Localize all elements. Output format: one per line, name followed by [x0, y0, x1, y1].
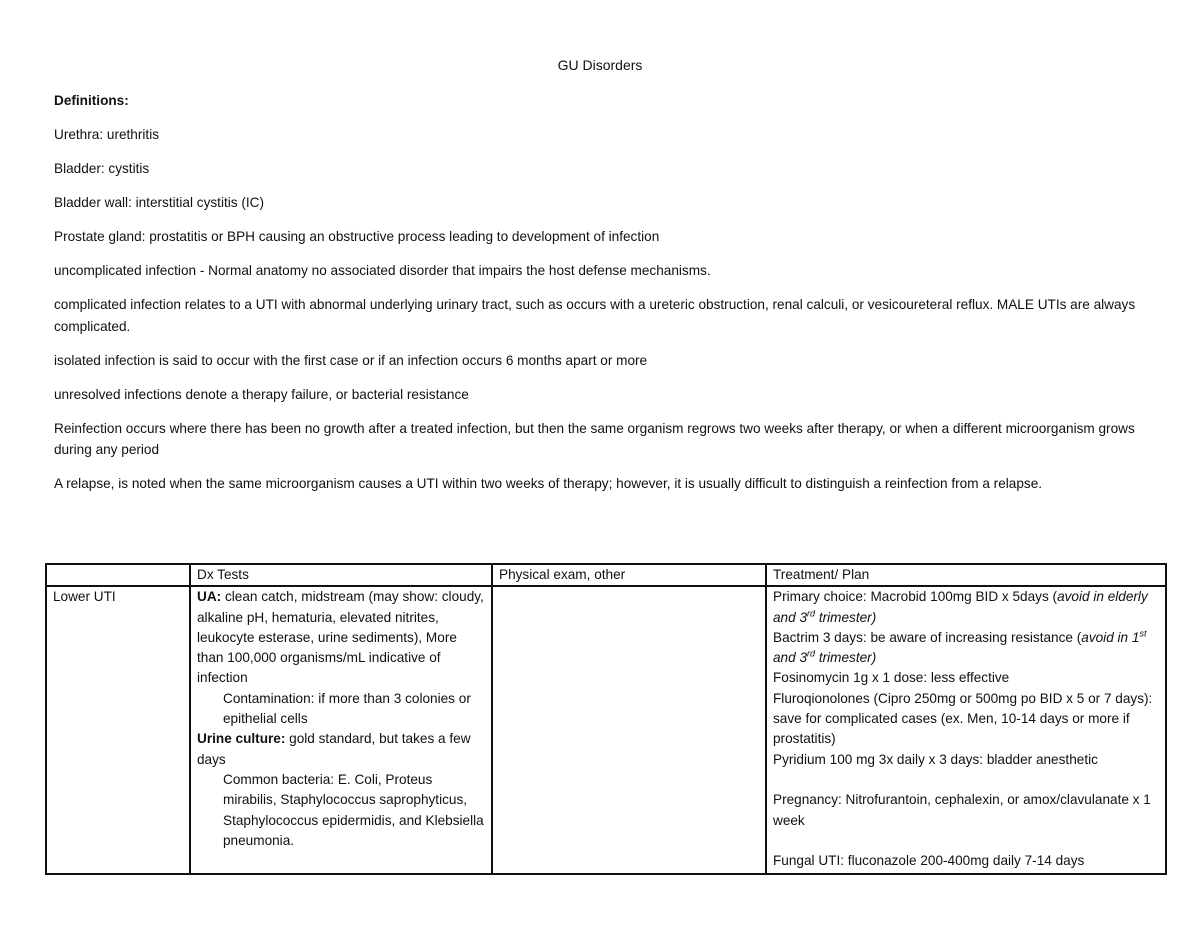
definition-bladder-wall: Bladder wall: interstitial cystitis (IC) [54, 195, 264, 210]
treatment-cell [766, 586, 1166, 874]
definition-isolated: isolated infection is said to occur with the first case or if an infection occurs 6 months apart or more [54, 352, 648, 368]
document-title: GU Disorders [557, 57, 643, 73]
condition-cell: Lower UTI [46, 586, 190, 874]
header-cell-physical-exam: Physical exam, other [492, 564, 766, 586]
definition-urethra: Urethra: urethritis [54, 127, 160, 142]
definition-reinfection: Reinfection occurs where there has been no growth after a treated infection, but then the same organism regrows two weeks after therapy, or when a different microorganism grows during any period [54, 420, 1135, 457]
definition-unresolved: unresolved infections denote a therapy failure, or bacterial resistance [54, 386, 469, 402]
spacer [773, 831, 1159, 851]
header-cell-condition [46, 564, 190, 586]
bactrim-sup-1: st [1139, 628, 1147, 639]
gu-table [45, 563, 1167, 875]
definition-uncomplicated: uncomplicated infection - Normal anatomy no associated disorder that impairs the host defense mechanisms. [54, 263, 711, 278]
treatment-fluoroquinolones: Fluroqionolones (Cipro 250mg or 500mg po BID x 5 or 7 days): save for complicated cases (ex. Men, 10-14 days or more if prostatitis) [773, 690, 1153, 747]
definitions-section [54, 90, 1144, 507]
primary-text: Primary choice: Macrobid 100mg BID x 5days ( [773, 589, 1058, 605]
bactrim-italic-end: trimester) [815, 650, 877, 666]
bactrim-italic-mid: and 3 [773, 650, 808, 666]
treatment-fosinomycin: Fosinomycin 1g x 1 dose: less effective [773, 670, 1010, 686]
physical-exam-cell [492, 586, 766, 874]
primary-italic: avoid in elderly and 3 [773, 589, 1148, 625]
bactrim-text: Bactrim 3 days: be aware of increasing resistance ( [773, 629, 1082, 645]
treatment-bactrim [773, 628, 1159, 669]
definitions-heading: Definitions: [54, 93, 129, 108]
culture-text: gold standard, but takes a few days [197, 731, 471, 767]
treatment-pregnancy: Pregnancy: Nitrofurantoin, cephalexin, or amox/clavulanate x 1 week [773, 792, 1151, 828]
bactrim-sup-2: rd [807, 648, 816, 659]
spacer [773, 770, 1159, 790]
primary-italic-end: trimester) [815, 609, 877, 625]
table-row [46, 586, 1166, 874]
treatment-pyridium: Pyridium 100 mg 3x daily x 3 days: bladder anesthetic [773, 751, 1098, 767]
culture-line [197, 729, 485, 770]
definition-relapse: A relapse, is noted when the same microorganism causes a UTI within two weeks of therapy; however, it is usually difficult to distinguish a reinfection from a relapse. [54, 476, 1043, 491]
treatment-fungal: Fungal UTI: fluconazole 200-400mg daily 7-14 days [773, 853, 1085, 869]
bacteria-line: Common bacteria: E. Coli, Proteus mirabilis, Staphylococcus saprophyticus, Staphylococcus epidermidis, and Klebsiella pneumonia. [223, 771, 484, 848]
definition-complicated: complicated infection relates to a UTI with abnormal underlying urinary tract, such as occurs with a ureteric obstruction, renal calculi, or vesicoureteral reflux. MALE UTIs are always complicated. [54, 297, 1136, 334]
ua-text: clean catch, midstream (may show: cloudy, alkaline pH, hematuria, elevated nitrites, leukocyte esterase, urine sediments), More than 100,000 organisms/mL indicative of infection [197, 589, 484, 686]
culture-label: Urine culture: [197, 731, 286, 747]
dx-tests-cell [190, 586, 492, 874]
header-cell-treatment: Treatment/ Plan [766, 564, 1166, 586]
primary-sup: rd [807, 608, 816, 619]
ua-label: UA: [197, 589, 222, 605]
bactrim-italic: avoid in 1 [1081, 629, 1140, 645]
header-cell-dx-tests: Dx Tests [190, 564, 492, 586]
treatment-primary [773, 587, 1159, 628]
definition-bladder: Bladder: cystitis [54, 161, 150, 176]
definition-prostate: Prostate gland: prostatitis or BPH causing an obstructive process leading to development of infection [54, 229, 660, 244]
contamination-line: Contamination: if more than 3 colonies or epithelial cells [223, 690, 471, 727]
table-header-row [46, 564, 1166, 586]
ua-line [197, 587, 485, 688]
